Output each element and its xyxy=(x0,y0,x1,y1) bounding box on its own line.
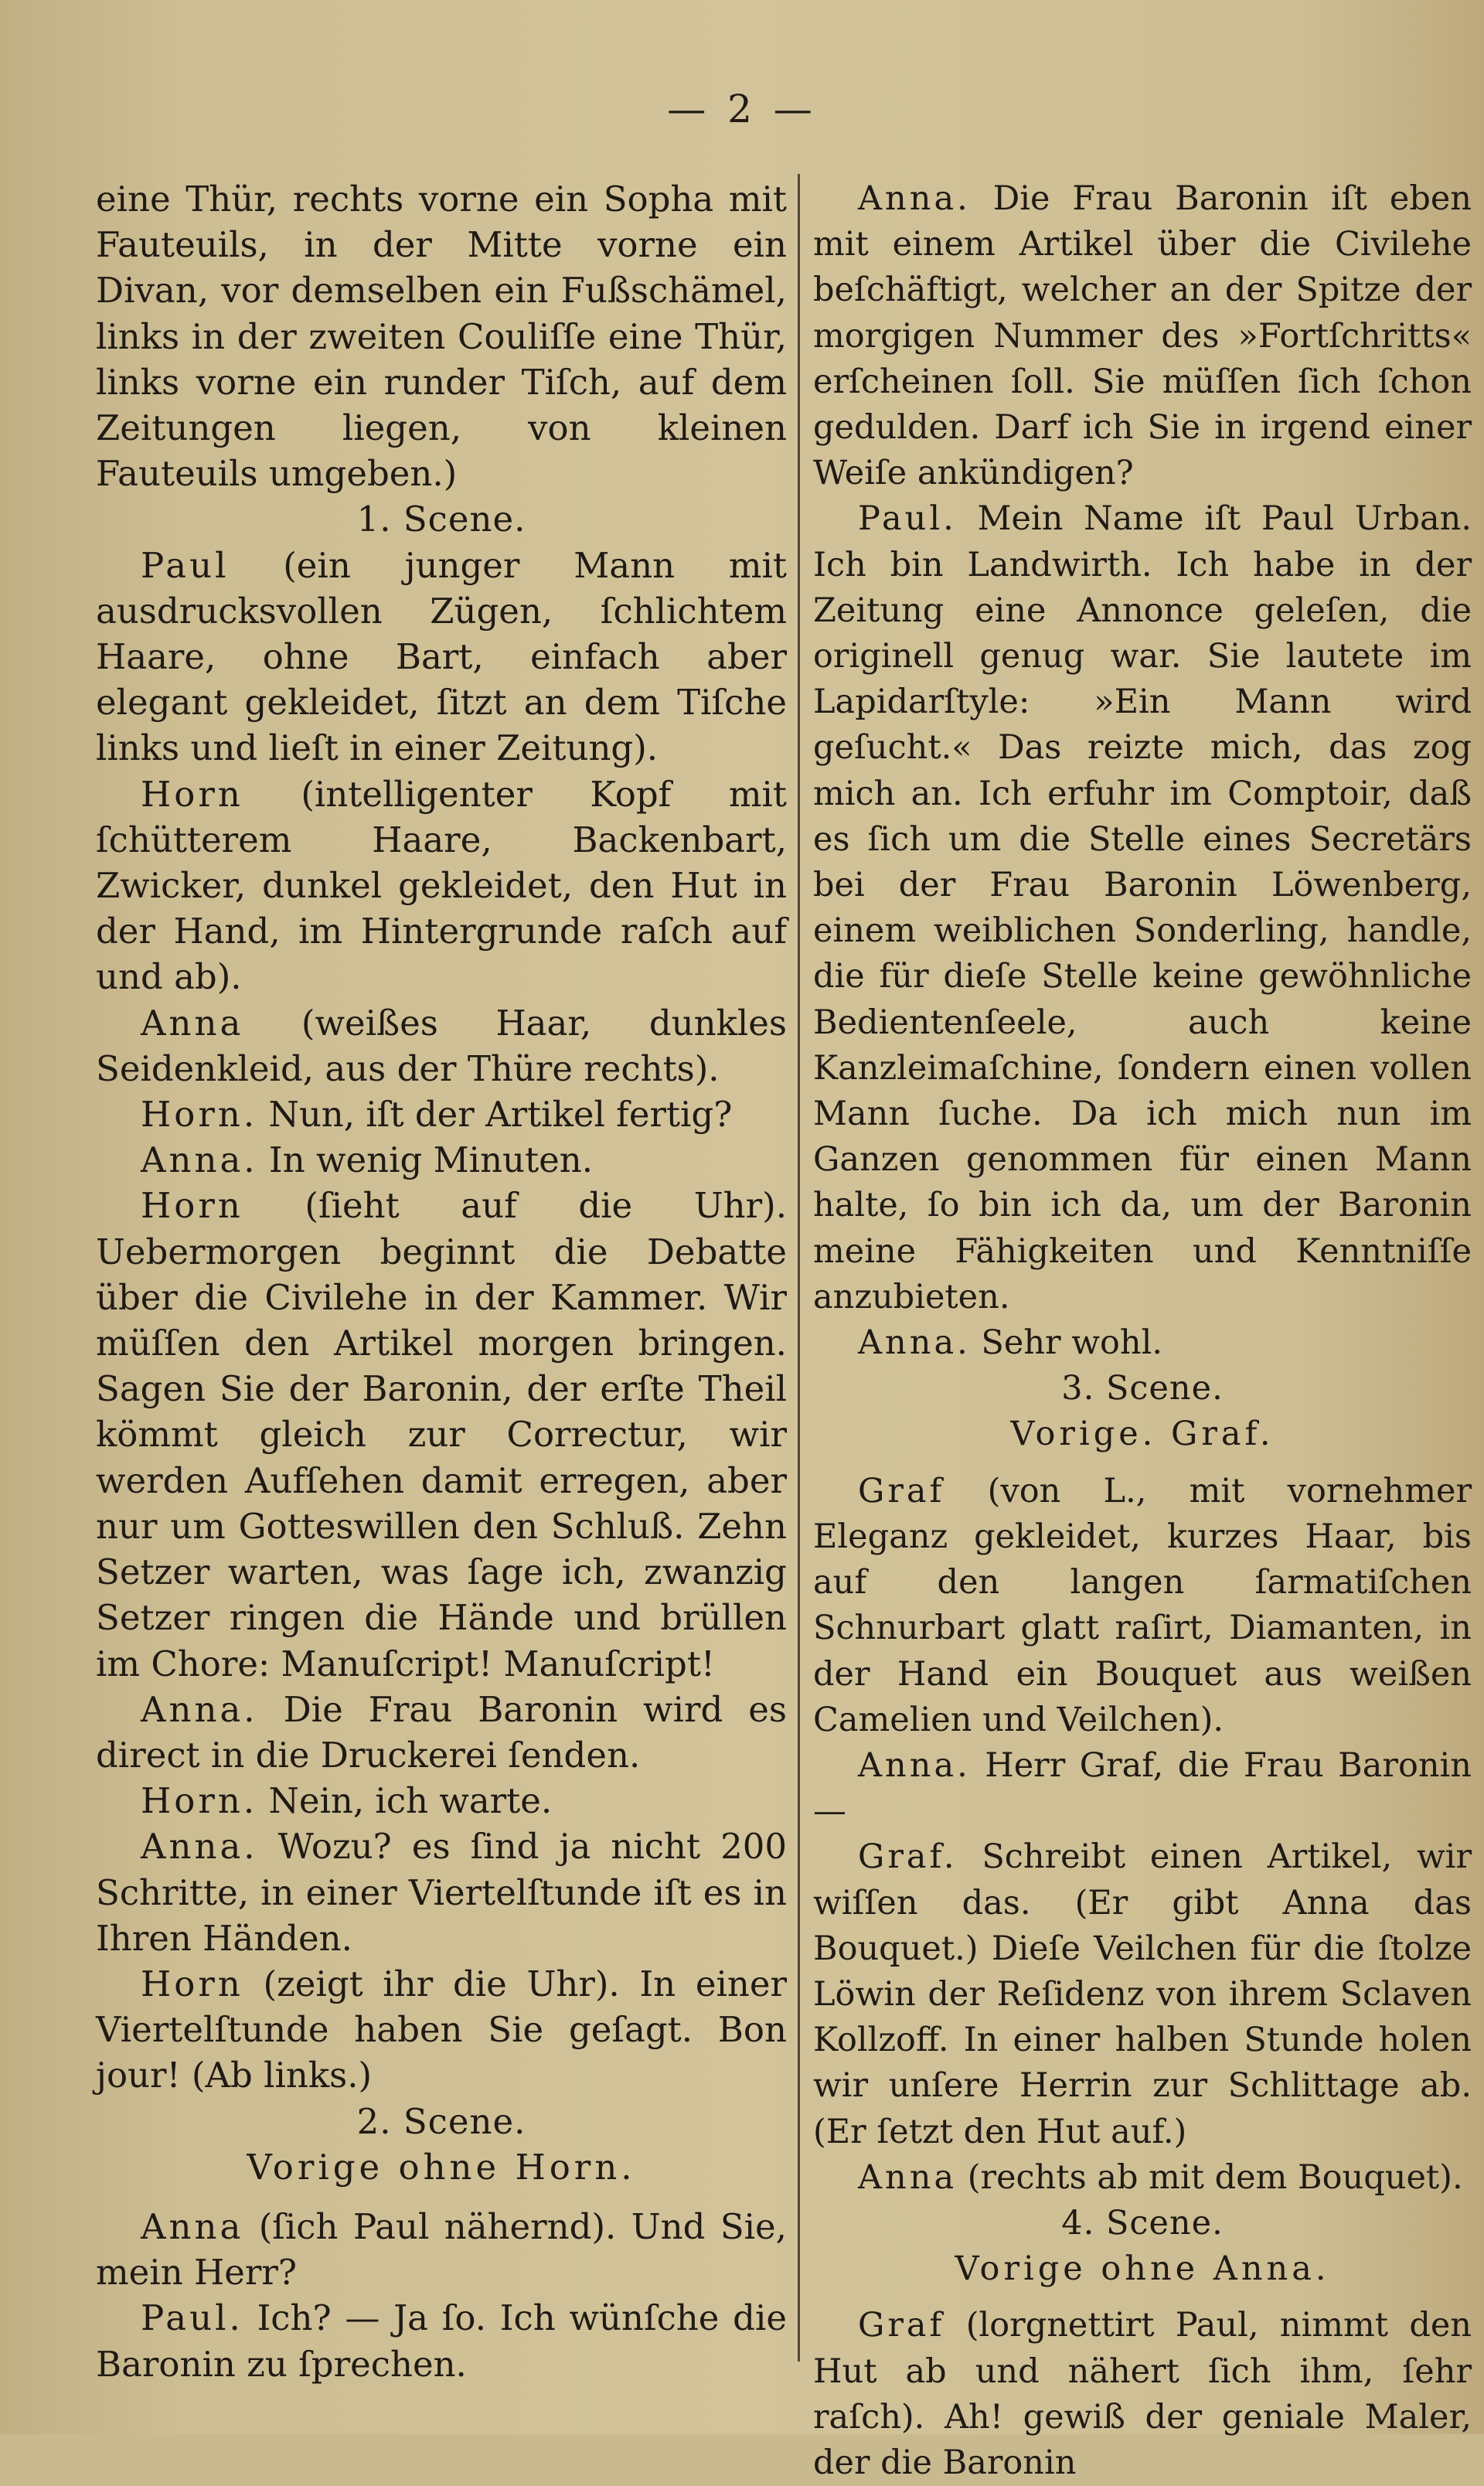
character-name: Horn. xyxy=(141,1780,258,1822)
page-number: — 2 — xyxy=(667,87,817,131)
dialogue-line xyxy=(96,1961,787,2099)
scene-heading: 4. Scene. xyxy=(1061,2203,1224,2243)
character-name: Paul. xyxy=(858,499,957,539)
dialogue-line xyxy=(813,176,1472,496)
character-name: Anna xyxy=(858,2157,958,2197)
paragraph-text: (weißes Haar, dunkles Seidenkleid, aus der Thüre rechts). xyxy=(96,1002,787,1089)
paragraph xyxy=(813,1469,1472,1743)
character-name: Anna. xyxy=(858,1745,971,1785)
character-name: Anna. xyxy=(858,1323,971,1363)
dialogue-text: (ſieht auf die Uhr). Uebermorgen beginnt die Debatte über die Civilehe in der Kammer. Wir müſſen den Artikel morgen bringen. Sagen Sie der Baronin, der erſte Theil kömmt gleich zur Correctur, wir werden Aufſehen damit erregen, aber nur um Gotteswillen den Schluß. Zehn Setzer warten, was ſage ich, zwanzig Setzer ringen die Hände und brüllen im Chore: Manuſcript! Manuſcript! xyxy=(96,1185,787,1684)
dialogue-text: Die Frau Baronin wird es direct in die Druckerei ſenden. xyxy=(96,1688,787,1776)
dialogue-line xyxy=(813,2155,1472,2201)
stage-direction: eine Thür, rechts vorne ein Sopha mit Fauteuils, in der Mitte vorne ein Divan, vor demselben ein Fußschämel, links in der zweiten Couliſſe eine Thür, links vorne ein runder Tiſch, auf dem Zeitungen liegen, von kleinen Fauteuils umgeben.) xyxy=(96,179,787,495)
dialogue-text: Ich? — Ja ſo. Ich wünſche die Baronin zu ſprechen. xyxy=(96,2297,787,2385)
dialogue-text: (rechts ab mit dem Bouquet). xyxy=(957,2157,1463,2197)
dialogue-text: Schreibt einen Artikel, wir wiſſen das. (Er gibt Anna das Bouquet.) Dieſe Veilchen für die ſtolze Löwin der Reſidenz von ihrem Sclaven Kollzoff. In einer halben Stunde holen wir unſere Herrin zur Schlittage ab. (Er ſetzt den Hut auf.) xyxy=(813,1837,1472,2151)
scene-heading: 2. Scene. xyxy=(356,2100,526,2142)
dialogue-text: Sehr wohl. xyxy=(970,1323,1163,1363)
character-name: Horn xyxy=(141,773,243,815)
paragraph-text: (ein junger Mann mit ausdrucksvollen Zügen, ſchlichtem Haare, ohne Bart, einfach aber elegant gekleidet, ſitzt an dem Tiſche links und lieſt in einer Zeitung). xyxy=(96,544,787,769)
dialogue-line xyxy=(96,1183,787,1686)
character-name: Horn xyxy=(141,1963,243,2004)
character-name: Anna xyxy=(141,2205,244,2247)
dialogue-line xyxy=(813,1834,1472,2154)
dialogue-line xyxy=(813,496,1472,1320)
character-name: Horn. xyxy=(141,1094,258,1136)
dialogue-text: Herr Graf, die Frau Baronin — xyxy=(813,1745,1472,1831)
column-divider xyxy=(798,174,800,2362)
paragraph xyxy=(96,543,787,771)
dialogue-text: Mein Name iſt Paul Urban. Ich bin Landwirth. Ich habe in der Zeitung eine Annonce geleſen, die originell genug war. Sie lautete im Lapidarſtyle: »Ein Mann wird geſucht.« Das reizte mich, das zog mich an. Ich erfuhr im Comptoir, daß es ſich um die Stelle eines Secretärs bei der Frau Baronin Löwenberg, einem weiblichen Sonderling, handle, die für dieſe Stelle keine gewöhnliche Bedientenſeele, auch keine Kanzleimaſchine, ſondern einen vollen Mann ſuche. Da ich mich nun im Ganzen genommen für einen Mann halte, ſo bin ich da, um der Baronin meine Fähigkeiten und Kenntniſſe anzubieten. xyxy=(813,499,1472,1316)
dialogue-line xyxy=(96,2295,787,2386)
dialogue-line xyxy=(96,1687,787,1778)
paragraph-text: (von L., mit vornehmer Eleganz gekleidet, kurzes Haar, bis auf den langen ſarmatiſchen Schnurbart glatt raſirt, Diamanten, in der Hand ein Bouquet aus weißen Camelien und Veilchen). xyxy=(813,1471,1472,1739)
character-name: Horn xyxy=(141,1185,243,1227)
dialogue-line xyxy=(813,1320,1472,1366)
dialogue-line xyxy=(96,1778,787,1824)
scene-heading: 3. Scene. xyxy=(1061,1369,1224,1408)
dialogue-text: (zeigt ihr die Uhr). In einer Viertelſtunde haben Sie geſagt. Bon jour! (Ab links.) xyxy=(96,1963,787,2096)
scene-heading: 1. Scene. xyxy=(356,499,526,540)
dialogue-text: Nein, ich warte. xyxy=(257,1780,553,1822)
scene-characters: Vorige ohne Horn. xyxy=(247,2146,636,2188)
dialogue-line xyxy=(813,1743,1472,1834)
dialogue-text: Wozu? es ſind ja nicht 200 Schritte, in einer Viertelſtunde iſt es in Ihren Händen. xyxy=(96,1826,787,1959)
dialogue-text: (lorgnettirt Paul, nimmt den Hut ab und nähert ſich ihm, ſehr raſch). Ah! gewiß der geniale Maler, der die Baronin xyxy=(813,2306,1472,2482)
character-name: Paul. xyxy=(141,2297,243,2339)
character-name: Anna. xyxy=(141,1688,258,1730)
character-name: Anna. xyxy=(141,1826,258,1868)
character-name: Anna. xyxy=(141,1139,258,1181)
left-column xyxy=(96,176,787,2387)
right-column xyxy=(813,176,1472,2486)
character-name: Graf. xyxy=(858,1837,958,1877)
dialogue-text: In wenig Minuten. xyxy=(257,1139,594,1181)
paragraph xyxy=(96,771,787,1000)
dialogue-text: Die Frau Baronin iſt eben mit einem Artikel über die Civilehe beſchäftigt, welcher an der Spitze der morgigen Nummer des »Fortſchritts« erſcheinen ſoll. Sie müſſen ſich ſchon gedulden. Darf ich Sie in irgend einer Weiſe ankündigen? xyxy=(813,179,1472,493)
dialogue-text: Nun, iſt der Artikel fertig? xyxy=(257,1094,733,1136)
character-name: Anna. xyxy=(858,179,971,218)
dialogue-line xyxy=(813,2303,1472,2486)
dialogue-line xyxy=(96,2204,787,2295)
scene-characters: Vorige ohne Anna. xyxy=(955,2249,1330,2289)
paragraph xyxy=(96,1000,787,1091)
scene-characters: Vorige. Graf. xyxy=(1010,1415,1275,1454)
dialogue-line xyxy=(96,1137,787,1183)
dialogue-line xyxy=(96,1091,787,1137)
paragraph-text: (intelligenter Kopf mit ſchütterem Haare, Backenbart, Zwicker, dunkel gekleidet, den Hut in der Hand, im Hintergrunde raſch auf und ab). xyxy=(96,773,787,998)
dialogue-line xyxy=(96,1824,787,1961)
character-name: Paul xyxy=(141,544,230,586)
dialogue-text: (ſich Paul nähernd). Und Sie, mein Herr? xyxy=(96,2205,787,2294)
character-name: Graf xyxy=(858,2306,945,2345)
character-name: Anna xyxy=(141,1002,244,1044)
character-name: Graf xyxy=(858,1471,945,1510)
